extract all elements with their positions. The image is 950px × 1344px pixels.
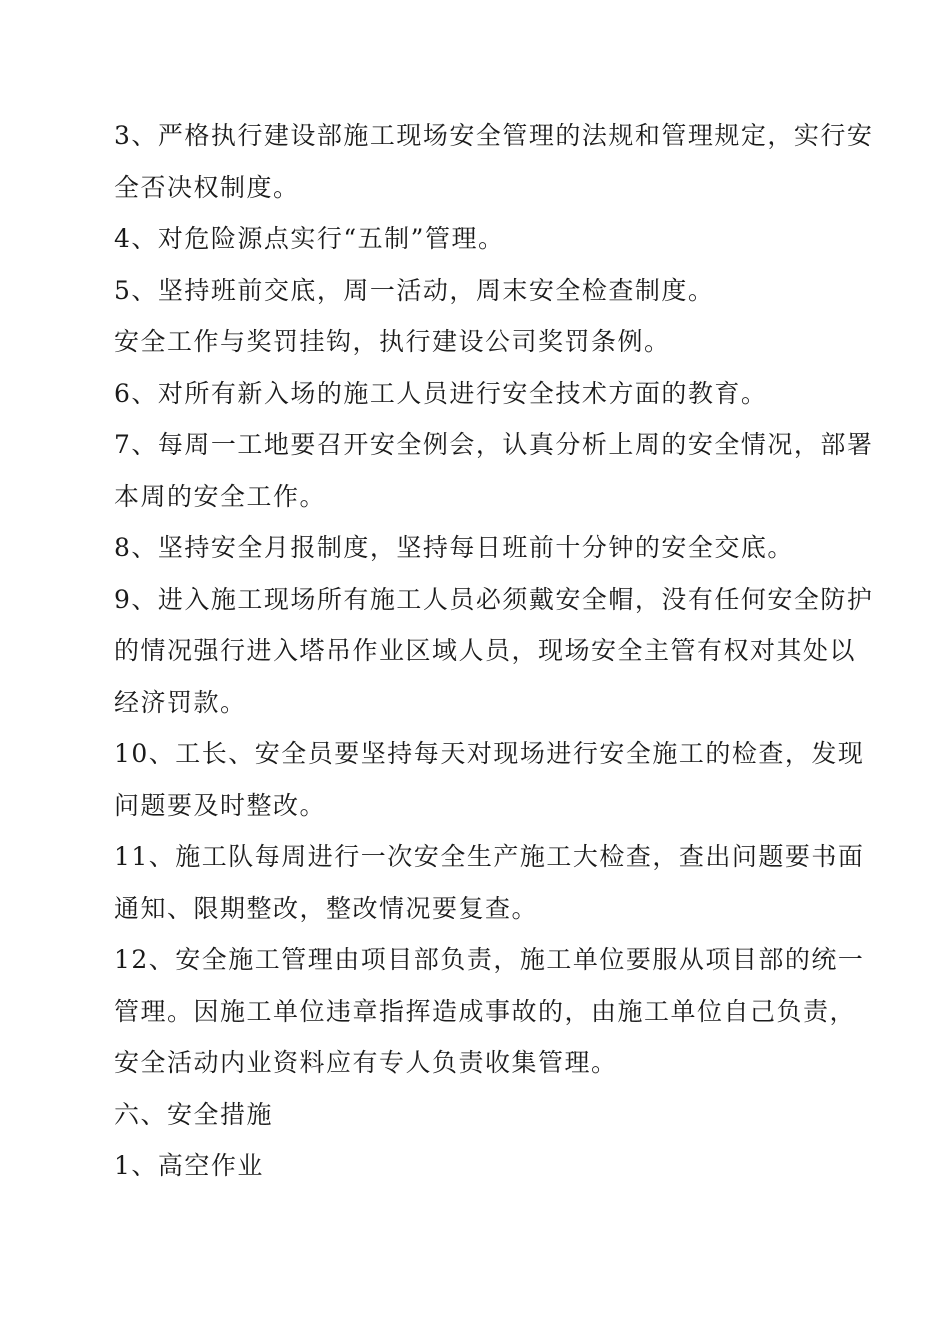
text-line-3: 4、对危险源点实行“五制”管理。 (114, 224, 505, 253)
text-line-4: 5、坚持班前交底，周一活动，周末安全检查制度。 (114, 275, 715, 305)
section-heading: 六、安全措施 (114, 1099, 274, 1129)
text-line-5: 安全工作与奖罚挂钩，执行建设公司奖罚条例。 (114, 327, 671, 356)
text-line-14: 问题要及时整改。 (114, 790, 327, 820)
text-line-9: 8、坚持安全月报制度，坚持每日班前十分钟的安全交底。 (114, 533, 794, 562)
text-line-7: 7、每周一工地要召开安全例会，认真分析上周的安全情况，部署 (114, 430, 874, 459)
text-line-15: 11、施工队每周进行一次安全生产施工大检查，查出问题要书面 (114, 842, 865, 871)
text-line-19: 安全活动内业资料应有专人负责收集管理。 (114, 1048, 618, 1077)
subsection-heading: 1、高空作业 (114, 1151, 264, 1180)
document-body (114, 110, 874, 1192)
text-line-12: 经济罚款。 (114, 687, 247, 717)
text-line-11: 的情况强行进入塔吊作业区域人员，现场安全主管有权对其处以 (114, 636, 857, 665)
text-line-16: 通知、限期整改，整改情况要复查。 (114, 893, 539, 923)
text-line-13: 10、工长、安全员要坚持每天对现场进行安全施工的检查，发现 (114, 739, 865, 768)
text-line-17: 12、安全施工管理由项目部负责，施工单位要服从项目部的统一 (114, 945, 865, 974)
text-line-1: 3、严格执行建设部施工现场安全管理的法规和管理规定，实行安 (114, 121, 874, 150)
text-line-2: 全否决权制度。 (114, 172, 300, 202)
text-line-8: 本周的安全工作。 (114, 481, 327, 511)
text-line-6: 6、对所有新入场的施工人员进行安全技术方面的教育。 (114, 378, 768, 408)
text-line-10: 9、进入施工现场所有施工人员必须戴安全帽，没有任何安全防护 (114, 584, 874, 614)
text-line-18: 管理。因施工单位违章指挥造成事故的，由施工单位自己负责， (114, 996, 857, 1026)
